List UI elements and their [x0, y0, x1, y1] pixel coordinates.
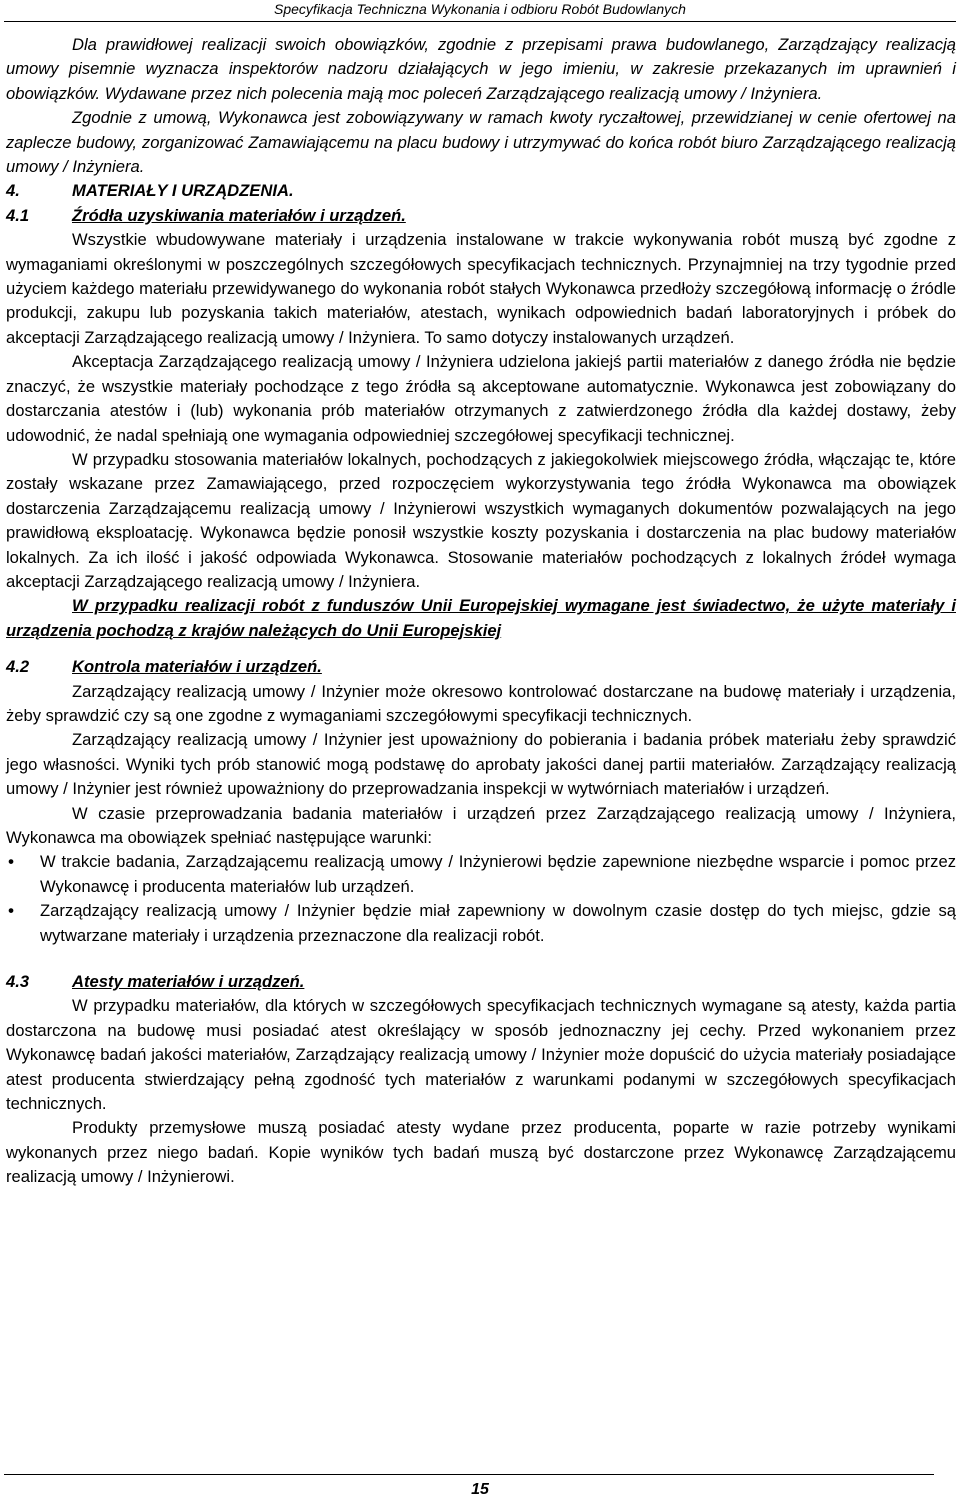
paragraph-office: Zgodnie z umową, Wykonawca jest zobowiązywany w ramach kwoty ryczałtowej, przewidzianej w cenie ofertowej na zaplecze budowy, zorganizować Zamawiającemu na placu budowy i utrzymywać do końca robót biuro Zarządzającego realizacją umowy / Inżyniera.	[6, 108, 956, 177]
list-item-text: Zarządzający realizacją umowy / Inżynier będzie miał zapewniony w dowolnym czasie dostęp do tych miejsc, gdzie są wytwarzane materiały i urządzenia przeznaczone dla realizacji robót.	[40, 901, 956, 945]
eu-funding-note: W przypadku realizacji robót z funduszów Unii Europejskiej wymagane jest świadectwo, że użyte materiały i urządzenia pochodzą z krajów należących do Unii Europejskiej	[6, 596, 956, 640]
footer-rule	[4, 1474, 934, 1475]
section-heading-4-2	[6, 655, 956, 679]
spacer	[6, 948, 956, 970]
paragraph-local-materials: W przypadku stosowania materiałów lokalnych, pochodzących z jakiegokolwiek miejscowego źródła, włączając te, które zostały wskazane przez Zamawiającego, przed rozpoczęciem wykorzystywania tego źródła Wykonawca ma obowiązek dostarczenia Zarządzającemu realizacją umowy / Inżynierowi wszystkich wymaganych dokumentów pozwalających na jego prawidłową eksploatację. Wykonawca będzie ponosił wszystkie koszty pozyskania i dostarczenia na plac budowy materiałów lokalnych. Za ich ilość i jakość odpowiada Wykonawca. Stosowanie materiałów pochodzących z lokalnych źródeł wymaga akceptacji Zarządzającego realizacją umowy / Inżyniera.	[6, 449, 956, 591]
paragraph-periodic-control: Zarządzający realizacją umowy / Inżynier może okresowo kontrolować dostarczane na budowę materiały i urządzenia, żeby sprawdzić czy są one zgodne z wymaganiami szczegółowymi specyfikacji technicznych.	[6, 681, 956, 725]
paragraph-testing-conditions: W czasie przeprowadzania badania materiałów i urządzeń przez Zarządzającego realizacją umowy / Inżyniera, Wykonawca ma obowiązek spełniać następujące warunki:	[6, 803, 956, 847]
section-number: 4.2	[6, 657, 30, 677]
paragraph-industrial-products: Produkty przemysłowe muszą posiadać atesty wydane przez producenta, poparte w razie potrzeby wynikami wykonanych przez niego badań. Kopie wyników tych badań muszą być dostarczone przez Wykonawcę Zarządzającemu realizacją umowy / Inżynierowi.	[6, 1118, 956, 1187]
bullet-icon: •	[8, 852, 14, 872]
section-number: 4.1	[6, 205, 30, 225]
section-heading-4	[6, 179, 956, 203]
paragraph-acceptance: Akceptacja Zarządzającego realizacją umowy / Inżyniera udzielona jakiejś partii materiałów z danego źródła nie będzie znaczyć, że wszystkie materiały pochodzące z tego źródła są akceptowane automatycznie. Wykonawca jest zobowiązany do dostarczania atestów i (lub) wykonania prób materiałów otrzymanych z zatwierdzonego źródła dla każdej dostawy, żeby udowodnić, że nadal spełniają one wymagania odpowiedniej szczegółowej specyfikacji technicznej.	[6, 352, 956, 445]
paragraph-certificates: W przypadku materiałów, dla których w szczegółowych specyfikacjach technicznych wymagane są atesty, każda partia dostarczona na budowę musi posiadać atest określający w sposób jednoznaczny jej cechy. Przed wykonaniem przez Wykonawcę badań jakości materiałów, Zarządzający realizacją umowy / Inżynier może dopuścić do użycia materiały posiadające atest producenta stwierdzający pełną zgodność tych materiałów z warunkami podanymi w szczegółowych specyfikacjach technicznych.	[6, 996, 956, 1114]
header-rule	[4, 21, 956, 22]
section-title: MATERIAŁY I URZĄDZENIA.	[72, 181, 294, 201]
paragraph-materials-compliance: Wszystkie wbudowywane materiały i urządzenia instalowane w trakcie wykonywania robót muszą być zgodne z wymaganiami określonymi w poszczególnych szczegółowych specyfikacjach technicznych. Przynajmniej na trzy tygodnie przed użyciem każdego materiału przewidywanego do wykonania robót stałych Wykonawca przedłoży szczegółową informację o źródle produkcji, zakupu lub pozyskania takich materiałów, atestach, wynikach odpowiednich badań laboratoryjnych i próbek do akceptacji Zarządzającego realizacją umowy / Inżyniera. To samo dotyczy instalowanych urządzeń.	[6, 230, 956, 347]
page-number: 15	[471, 1481, 489, 1498]
bullet-icon: •	[8, 901, 14, 921]
paragraph-sampling: Zarządzający realizacją umowy / Inżynier jest upoważniony do pobierania i badania próbek materiału żeby sprawdzić jego własności. Wyniki tych prób stanowić mogą podstawę do aprobaty jakości danej partii materiałów. Zarządzający realizacją umowy / Inżynier jest również upoważniony do przeprowadzania inspekcji w wytwórniach materiałów i urządzeń.	[6, 730, 956, 799]
list-item	[6, 850, 956, 899]
section-title: Źródła uzyskiwania materiałów i urządzeń.	[72, 205, 406, 225]
section-title: Atesty materiałów i urządzeń.	[72, 972, 305, 992]
page-content	[6, 33, 956, 1190]
list-item-text: W trakcie badania, Zarządzającemu realizacją umowy / Inżynierowi będzie zapewnione niezbędne wsparcie i pomoc przez Wykonawcę i producenta materiałów lub urządzeń.	[40, 852, 956, 896]
spacer	[6, 643, 956, 655]
conditions-list	[6, 850, 956, 948]
section-title: Kontrola materiałów i urządzeń.	[72, 657, 322, 677]
paragraph-inspectors: Dla prawidłowej realizacji swoich obowiązków, zgodnie z przepisami prawa budowlanego, Zarządzający realizacją umowy pisemnie wyznacza inspektorów nadzoru działających w jego imieniu, w zakresie przekazanych im uprawnień i obowiązków. Wydawane przez nich polecenia mają moc poleceń Zarządzającego realizacją umowy / Inżyniera.	[6, 35, 956, 103]
running-header: Specyfikacja Techniczna Wykonania i odbioru Robót Budowlanych	[274, 1, 686, 17]
list-item	[6, 899, 956, 948]
section-heading-4-1	[6, 204, 956, 228]
section-number: 4.3	[6, 972, 30, 992]
section-number: 4.	[6, 181, 20, 201]
section-heading-4-3	[6, 970, 956, 994]
